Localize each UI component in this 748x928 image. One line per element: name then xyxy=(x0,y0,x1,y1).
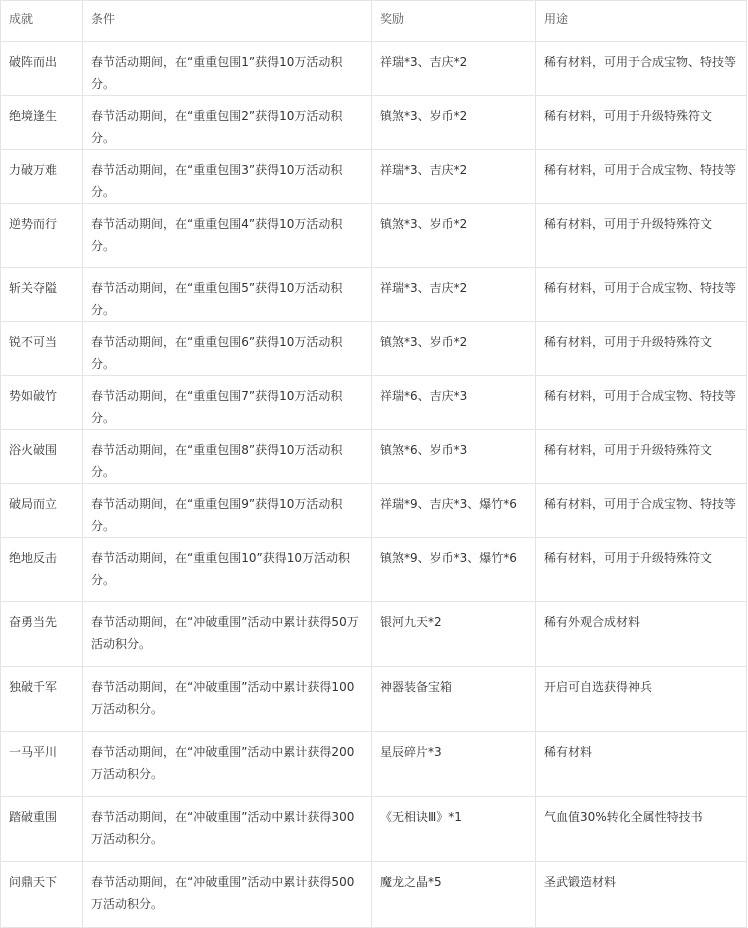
cell-achievement: 浴火破围 xyxy=(1,430,83,484)
cell-usage: 稀有材料，可用于合成宝物、特技等 xyxy=(536,268,747,322)
cell-condition: 春节活动期间，在“重重包围6”获得10万活动积分。 xyxy=(83,322,372,376)
cell-achievement: 势如破竹 xyxy=(1,376,83,430)
table-row xyxy=(1,204,747,268)
header-reward: 奖励 xyxy=(372,1,536,42)
header-usage: 用途 xyxy=(536,1,747,42)
cell-condition: 春节活动期间，在“重重包围7”获得10万活动积分。 xyxy=(83,376,372,430)
table-row xyxy=(1,797,747,862)
cell-condition: 春节活动期间，在“重重包围9”获得10万活动积分。 xyxy=(83,484,372,538)
table-row xyxy=(1,376,747,430)
cell-usage: 圣武锻造材料 xyxy=(536,862,747,928)
cell-condition: 春节活动期间，在“重重包围2”获得10万活动积分。 xyxy=(83,96,372,150)
cell-condition: 春节活动期间，在“重重包围4”获得10万活动积分。 xyxy=(83,204,372,268)
cell-reward: 镇煞*3、岁币*2 xyxy=(372,322,536,376)
cell-reward: 银河九天*2 xyxy=(372,602,536,667)
cell-condition: 春节活动期间，在“冲破重围”活动中累计获得200万活动积分。 xyxy=(83,732,372,797)
cell-usage: 开启可自选获得神兵 xyxy=(536,667,747,732)
cell-usage: 气血值30%转化全属性特技书 xyxy=(536,797,747,862)
cell-usage: 稀有材料，可用于升级特殊符文 xyxy=(536,96,747,150)
cell-reward: 镇煞*9、岁币*3、爆竹*6 xyxy=(372,538,536,602)
cell-reward: 神器装备宝箱 xyxy=(372,667,536,732)
cell-condition: 春节活动期间，在“重重包围10”获得10万活动积分。 xyxy=(83,538,372,602)
cell-usage: 稀有材料，可用于合成宝物、特技等 xyxy=(536,150,747,204)
header-achievement: 成就 xyxy=(1,1,83,42)
cell-achievement: 问鼎天下 xyxy=(1,862,83,928)
cell-achievement: 逆势而行 xyxy=(1,204,83,268)
cell-achievement: 力破万难 xyxy=(1,150,83,204)
cell-reward: 镇煞*3、岁币*2 xyxy=(372,96,536,150)
table-row xyxy=(1,538,747,602)
table-row xyxy=(1,96,747,150)
cell-reward: 祥瑞*6、吉庆*3 xyxy=(372,376,536,430)
cell-usage: 稀有材料，可用于合成宝物、特技等 xyxy=(536,484,747,538)
header-condition: 条件 xyxy=(83,1,372,42)
cell-achievement: 一马平川 xyxy=(1,732,83,797)
table-row xyxy=(1,484,747,538)
cell-usage: 稀有材料，可用于升级特殊符文 xyxy=(536,538,747,602)
cell-usage: 稀有材料，可用于升级特殊符文 xyxy=(536,430,747,484)
cell-reward: 祥瑞*9、吉庆*3、爆竹*6 xyxy=(372,484,536,538)
table-row xyxy=(1,42,747,96)
table-row xyxy=(1,150,747,204)
cell-usage: 稀有材料，可用于升级特殊符文 xyxy=(536,204,747,268)
cell-usage: 稀有材料，可用于合成宝物、特技等 xyxy=(536,42,747,96)
cell-condition: 春节活动期间，在“重重包围3”获得10万活动积分。 xyxy=(83,150,372,204)
table-row xyxy=(1,667,747,732)
cell-reward: 祥瑞*3、吉庆*2 xyxy=(372,268,536,322)
cell-achievement: 独破千军 xyxy=(1,667,83,732)
cell-condition: 春节活动期间，在“冲破重围”活动中累计获得500万活动积分。 xyxy=(83,862,372,928)
table-row xyxy=(1,430,747,484)
cell-condition: 春节活动期间，在“重重包围5”获得10万活动积分。 xyxy=(83,268,372,322)
cell-reward: 镇煞*6、岁币*3 xyxy=(372,430,536,484)
cell-achievement: 绝境逢生 xyxy=(1,96,83,150)
cell-reward: 镇煞*3、岁币*2 xyxy=(372,204,536,268)
cell-usage: 稀有材料 xyxy=(536,732,747,797)
cell-achievement: 奋勇当先 xyxy=(1,602,83,667)
table-row xyxy=(1,268,747,322)
cell-condition: 春节活动期间，在“重重包围8”获得10万活动积分。 xyxy=(83,430,372,484)
cell-reward: 星辰碎片*3 xyxy=(372,732,536,797)
table-header xyxy=(1,1,747,42)
cell-reward: 祥瑞*3、吉庆*2 xyxy=(372,150,536,204)
cell-condition: 春节活动期间，在“冲破重围”活动中累计获得50万活动积分。 xyxy=(83,602,372,667)
cell-achievement: 斩关夺隘 xyxy=(1,268,83,322)
cell-achievement: 锐不可当 xyxy=(1,322,83,376)
cell-condition: 春节活动期间，在“冲破重围”活动中累计获得100万活动积分。 xyxy=(83,667,372,732)
table-row xyxy=(1,602,747,667)
cell-achievement: 破阵而出 xyxy=(1,42,83,96)
cell-condition: 春节活动期间，在“重重包围1”获得10万活动积分。 xyxy=(83,42,372,96)
cell-achievement: 踏破重围 xyxy=(1,797,83,862)
table-row xyxy=(1,732,747,797)
table-row xyxy=(1,322,747,376)
cell-usage: 稀有材料，可用于升级特殊符文 xyxy=(536,322,747,376)
cell-reward: 祥瑞*3、吉庆*2 xyxy=(372,42,536,96)
cell-reward: 魔龙之晶*5 xyxy=(372,862,536,928)
cell-reward: 《无相诀Ⅲ》*1 xyxy=(372,797,536,862)
cell-usage: 稀有材料，可用于合成宝物、特技等 xyxy=(536,376,747,430)
cell-usage: 稀有外观合成材料 xyxy=(536,602,747,667)
cell-achievement: 绝地反击 xyxy=(1,538,83,602)
cell-achievement: 破局而立 xyxy=(1,484,83,538)
table-row xyxy=(1,862,747,928)
cell-condition: 春节活动期间，在“冲破重围”活动中累计获得300万活动积分。 xyxy=(83,797,372,862)
